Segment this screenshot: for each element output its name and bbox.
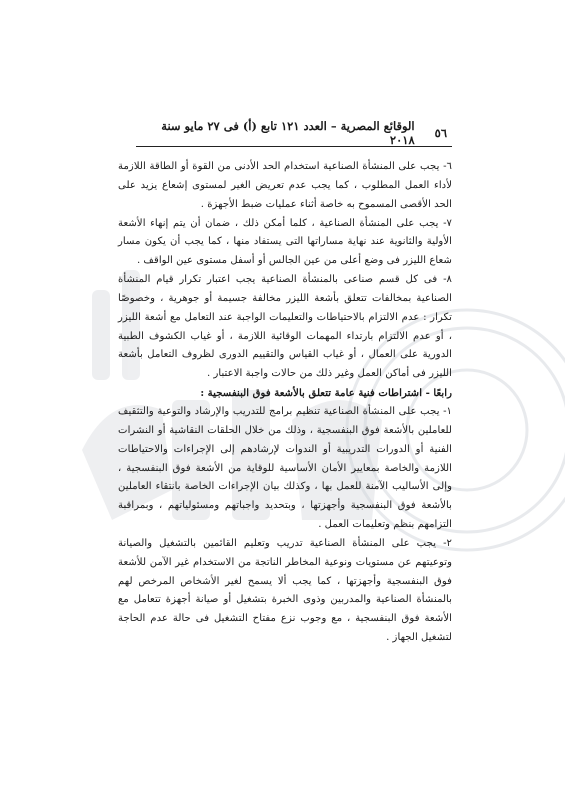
body-text [118,158,452,648]
section-title: اشتراطات فنية عامة تتعلق بالأشعة فوق البنفسجية : [200,387,423,400]
header-divider [136,146,452,147]
section-paragraph-1: ١- يجب على المنشأة الصناعية تنظيم برامج للتدريب والإرشاد والتوعية والتثقيف للعاملين بالأشعة فوق البنفسجية ، وذلك من خلال الحلقات النقاشية أو النشرات الفنية أو الدورات التدريبية أو الندوات لإرشادهم إلى الإجراءات والاحتياطات اللازمة والخاصة بمعايير الأمان الأساسية للوقاية من الأشعة فوق البنفسجية ، وإلى الأساليب الآمنة للعمل بها ، وكذلك بيان الإجراءات الخاصة بانتقاء العاملين بالأشعة فوق البنفسجية وأجهزتها ، وبتحديد واجباتهم ومسئولياتهم ، وبمراقبة التزامهم بنظم وتعليمات العمل . [118,405,452,531]
gazette-title: الوقائع المصرية – العدد ١٢١ تابع (أ) فى ٢٧ مايو سنة ٢٠١٨ [161,119,415,147]
section-heading [118,384,452,403]
page-header [148,119,447,147]
paragraph-item-7: ٧- يجب على المنشأة الصناعية ، كلما أمكن ذلك ، ضمان أن يتم إنهاء الأشعة الأولية والثانوية عند نهاية مساراتها التى يستفاد منها ، كما يجب أن يكون مسار شعاع الليزر فى وضع أعلى من عين الجالس أو أسفل مستوى عين الواقف . [118,217,452,267]
page-number: ٥٦ [434,126,447,140]
section-paragraph-2: ٢- يجب على المنشأة الصناعية تدريب وتعليم القائمين بالتشغيل والصيانة وتوعيتهم عن مستويات ونوعية المخاطر الناتجة من الاستخدام غير الآمن للأشعة فوق البنفسجية وأجهزتها ، كما يجب ألا يسمح لغير الأشخاص المرخص لهم بالمنشأة الصناعية والمدربين وذوى الخبرة بتشغيل أو صيانة أجهزة تتعامل مع الأشعة فوق البنفسجية ، مع وجوب نزع مفتاح التشغيل فى حالة عدم الحاجة لتشغيل الجهاز . [118,537,452,644]
paragraph-item-6: ٦- يجب على المنشأة الصناعية استخدام الحد الأدنى من القوة أو الطاقة اللازمة لأداء العمل المطلوب ، كما يجب عدم تعريض الغير لمستوى إشعاع يزيد على الحد الأقصى المسموح به خاصة أثناء عمليات ضبط الأجهزة . [118,161,452,210]
section-number: رابعًا - [425,387,452,400]
paragraph-item-8: ٨- فى كل قسم صناعى بالمنشأة الصناعية يجب اعتبار تكرار قيام المنشأة الصناعية بمخالفات تتعلق بأشعة الليزر مخالفة جسيمة أو جوهرية ، وخصوصًا تكرار : عدم الالتزام بالاحتياطات والتعليمات الواجبة عند التعامل مع أشعة الليزر ، أو عدم الالتزام بارتداء المهمات الوقائية اللازمة ، أو غياب الكشوف الطبية الدورية على العمال ، أو غياب القياس والتقييم الدورى لظروف التعامل بأشعة الليزر فى أماكن العمل وغير ذلك من حالات واجبة الاعتبار . [118,274,452,380]
